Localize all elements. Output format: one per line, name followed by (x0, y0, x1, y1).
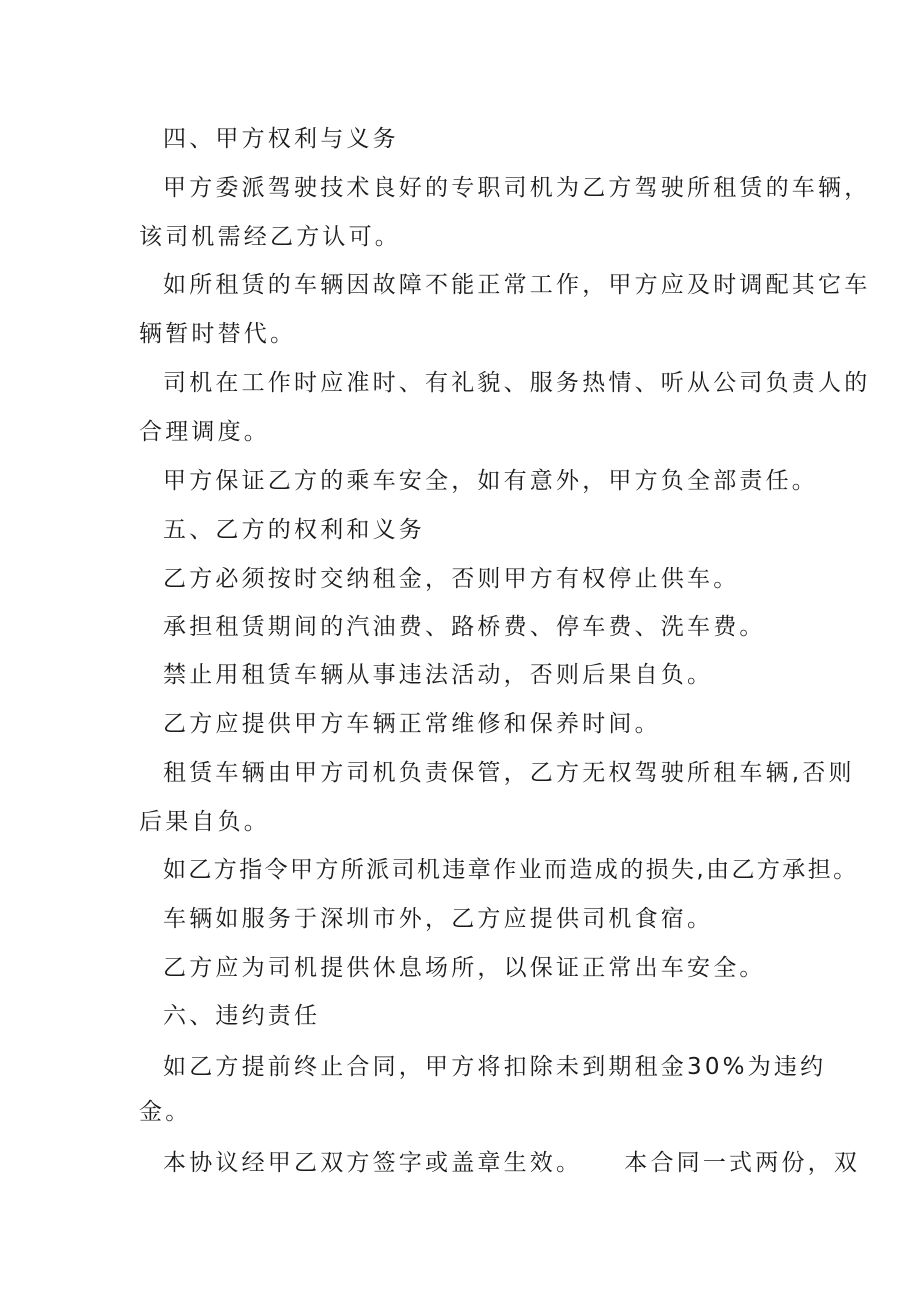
paragraph-line: 乙方应为司机提供休息场所，以保证正常出车安全。 (163, 955, 766, 981)
section-heading-party-b-rights: 五、乙方的权利和义务 (163, 517, 425, 543)
paragraph-line: 如乙方指令甲方所派司机违章作业而造成的损失,由乙方承担。 (163, 857, 859, 883)
paragraph-line: 该司机需经乙方认可。 (139, 224, 401, 250)
paragraph-line: 辆暂时替代。 (139, 321, 297, 347)
paragraph-line: 合理调度。 (139, 419, 270, 445)
paragraph-line: 禁止用租赁车辆从事违法活动，否则后果自负。 (163, 662, 714, 688)
paragraph-line: 车辆如服务于深圳市外，乙方应提供司机食宿。 (163, 906, 714, 932)
paragraph-line: 司机在工作时应准时、有礼貌、服务热情、听从公司负责人的 (163, 370, 871, 396)
paragraph-line: 承担租赁期间的汽油费、路桥费、停车费、洗车费。 (163, 614, 766, 640)
section-heading-party-a-rights: 四、甲方权利与义务 (163, 126, 399, 152)
paragraph-line: 如乙方提前终止合同，甲方将扣除未到期租金30%为违约 (163, 1054, 827, 1080)
paragraph-line: 金。 (139, 1099, 192, 1125)
paragraph-line: 乙方必须按时交纳租金，否则甲方有权停止供车。 (163, 566, 740, 592)
paragraph-line: 本协议经甲乙双方签字或盖章生效。 本合同一式两份，双 (163, 1150, 861, 1176)
paragraph-line: 如所租赁的车辆因故障不能正常工作，甲方应及时调配其它车 (163, 272, 871, 298)
paragraph-line: 后果自负。 (139, 809, 270, 835)
section-heading-breach-liability: 六、违约责任 (163, 1003, 321, 1029)
paragraph-line: 租赁车辆由甲方司机负责保管，乙方无权驾驶所租车辆,否则 (163, 760, 855, 786)
paragraph-line: 乙方应提供甲方车辆正常维修和保养时间。 (163, 711, 661, 737)
paragraph-line: 甲方保证乙方的乘车安全，如有意外，甲方负全部责任。 (163, 468, 818, 494)
paragraph-line: 甲方委派驾驶技术良好的专职司机为乙方驾驶所租赁的车辆， (163, 175, 871, 201)
